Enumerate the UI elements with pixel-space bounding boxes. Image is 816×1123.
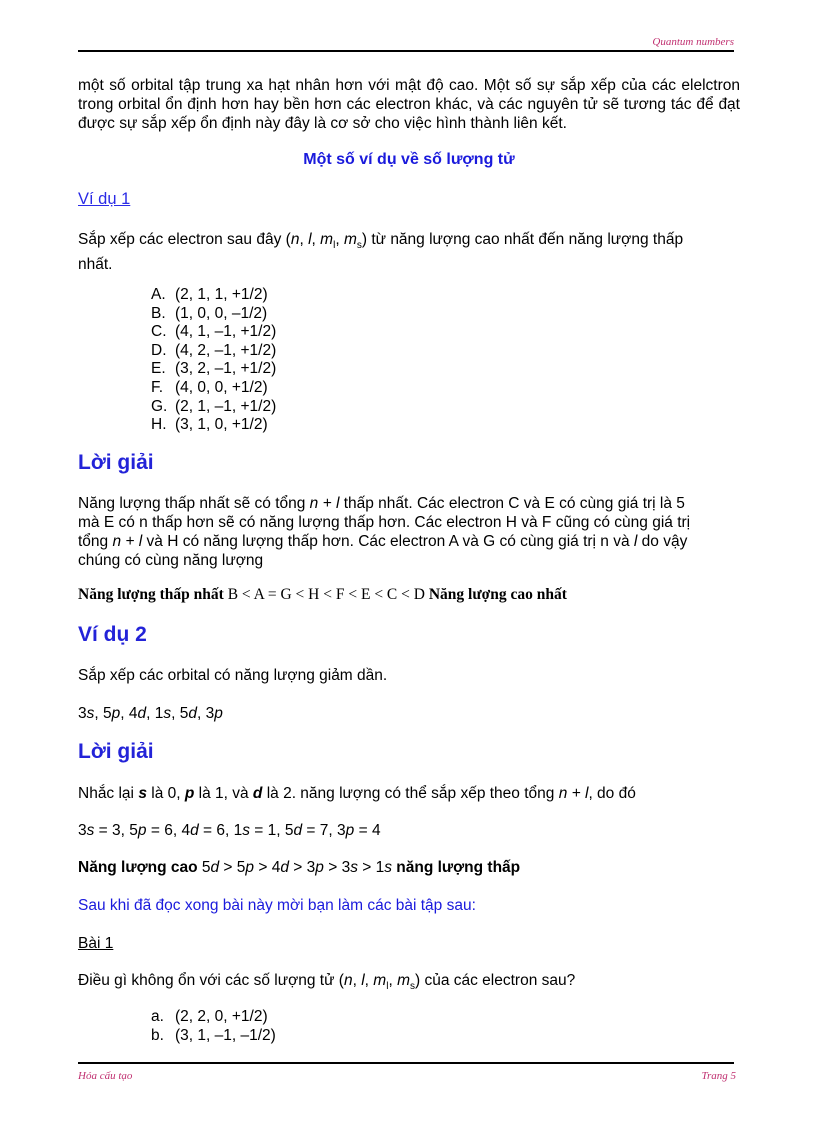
orbital-sums: 3s = 3, 5p = 6, 4d = 6, 1s = 1, 5d = 7, 3p = 4 (78, 822, 381, 839)
exercise-intro: Sau khi đã đọc xong bài này mời bạn làm các bài tập sau: (78, 897, 476, 914)
energy-order-2: Năng lượng cao 5d > 5p > 4d > 3p > 3s > 1s năng lượng thấp (78, 859, 521, 876)
exercise-question: Điều gì không ổn với các số lượng tử (n, l, $m_l$, $m_s$) của các electron sau? (78, 972, 576, 993)
option-item: E. (3, 2, –1, +1/2) (151, 360, 277, 378)
option-item: C. (4, 1, –1, +1/2) (151, 323, 277, 341)
option-item: F. (4, 0, 0, +1/2) (151, 378, 268, 396)
example-1-question: Sắp xếp các electron sau đây (n, l, $m_l$, $m_s$) từ năng lượng cao nhất đến năng lượng thấp nhất. (78, 231, 684, 274)
header-rule (78, 50, 734, 52)
example-2-question: Sắp xếp các orbital có năng lượng giảm dần. (78, 667, 388, 684)
energy-order-1: Năng lượng thấp nhất B < A = G < H < F < E < C < D Năng lượng cao nhất (78, 586, 567, 603)
footer-rule (78, 1062, 734, 1064)
exercise-title: Bài 1 (78, 935, 114, 952)
solution-1-heading: Lời giải (78, 451, 154, 474)
option-item: b. (3, 1, –1, –1/2) (151, 1026, 276, 1044)
example-2-heading: Ví dụ 2 (78, 623, 147, 646)
running-header-title: Quantum numbers (652, 36, 734, 48)
example-1-options (151, 286, 276, 435)
option-item: a. (2, 2, 0, +1/2) (151, 1008, 268, 1025)
solution-1-paragraph: Năng lượng thấp nhất sẽ có tổng n + l thấp nhất. Các electron C và E có cùng giá trị là 5 mà E có n thấp hơn sẽ có năng lượng thấp hơn. Các electron H và F cũng có cùng giá trị tổng n + l và H có năng lượng thấp hơn. Các electron A và G có cùng giá trị n và l do vậy chúng có cùng năng lượng (78, 495, 691, 569)
intro-paragraph: một số orbital tập trung xa hạt nhân hơn với mật độ cao. Một số sự sắp xếp của các elelctron trong orbital ổn định hơn hay bền hơn các electron khác, và các nguyên tử sẽ tương tác để đạt được sự sắp xếp ổn định này đây là cơ sở cho việc hình thành liên kết. (78, 77, 740, 132)
page-number: Trang 5 (701, 1070, 736, 1082)
exercise-options (151, 1008, 276, 1045)
orbital-list: 3s, 5p, 4d, 1s, 5d, 3p (78, 705, 223, 722)
section-title: Một số ví dụ về số lượng tử (303, 151, 515, 168)
option-item: D. (4, 2, –1, +1/2) (151, 341, 277, 359)
option-item: A. (2, 1, 1, +1/2) (151, 286, 268, 303)
solution-2-heading: Lời giải (78, 740, 154, 763)
option-item: H. (3, 1, 0, +1/2) (151, 416, 268, 434)
example-1-heading: Ví dụ 1 (78, 190, 131, 208)
footer-left-text: Hóa cấu tạo (78, 1070, 133, 1082)
option-item: G. (2, 1, –1, +1/2) (151, 397, 277, 415)
solution-2-recall: Nhắc lại s là 0, p là 1, và d là 2. năng lượng có thể sắp xếp theo tổng n + l, do đó (78, 785, 636, 802)
option-item: B. (1, 0, 0, –1/2) (151, 304, 268, 322)
